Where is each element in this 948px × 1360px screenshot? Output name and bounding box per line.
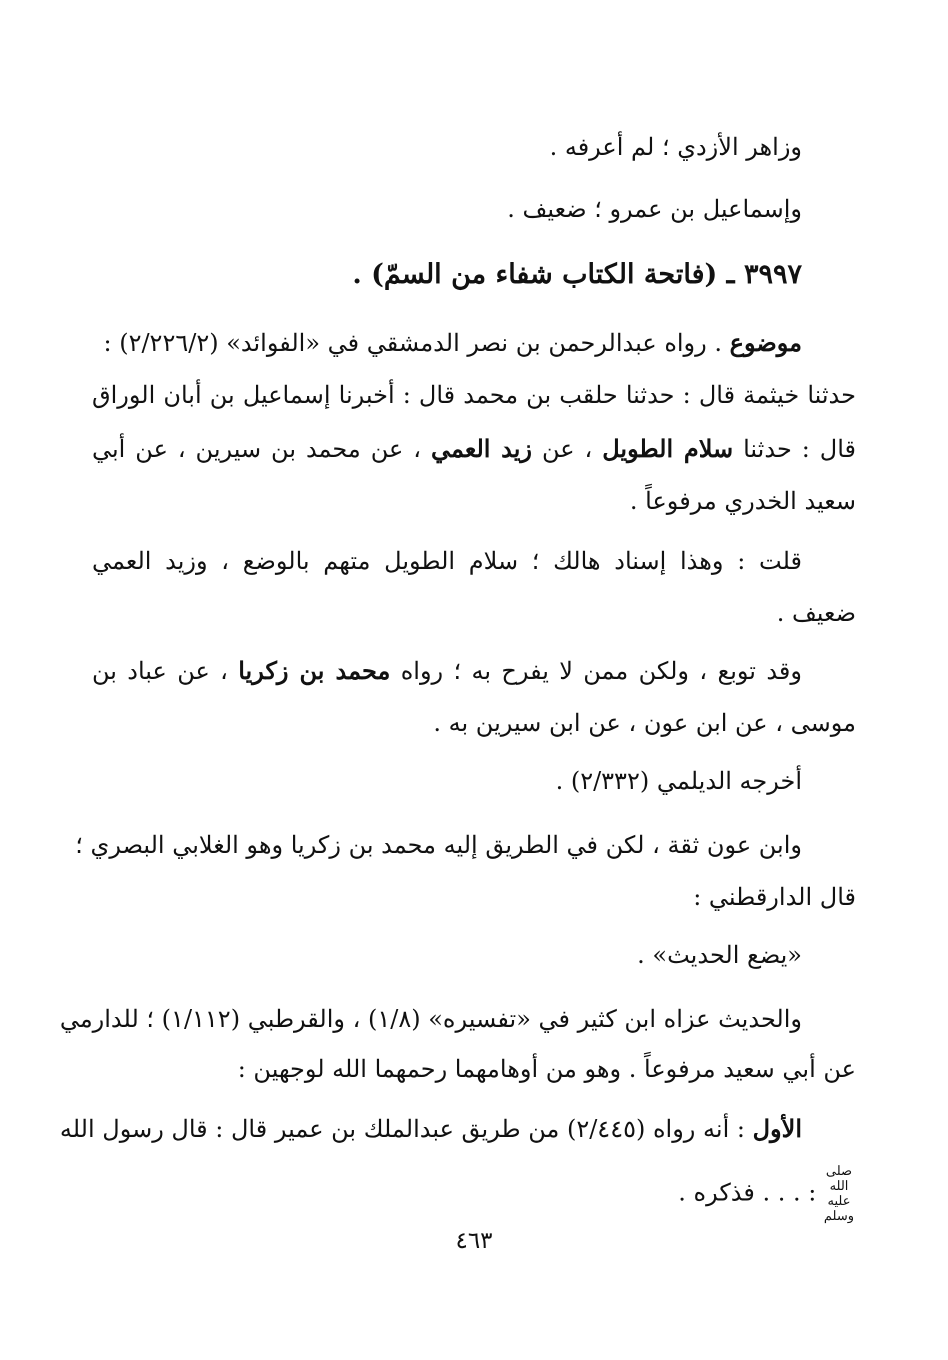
page-number: ٤٦٣ xyxy=(455,1228,493,1254)
narrator-zayd: زيد العمي xyxy=(431,434,532,463)
text-line-last xyxy=(678,1164,856,1224)
ruling-word: موضوع xyxy=(729,328,802,357)
text-line-comment-1: قلت : وهذا إسناد هالك ؛ سلام الطويل متهم بالوضع ، وزيد العمي xyxy=(92,547,802,575)
narrator-muhammad: محمد بن زكريا xyxy=(238,656,391,685)
last-line-text: : . . . فذكره . xyxy=(678,1178,817,1207)
text-line-isnad-2 xyxy=(92,432,856,466)
text-line-daylami: أخرجه الديلمي (٢/٣٣٢) . xyxy=(555,767,802,795)
follow-part: وقد توبع ، ولكن ممن لا يفرح به ؛ رواه xyxy=(400,657,802,685)
text-line-isnad-1: حدثنا خيثمة قال : حدثنا حلقب بن محمد قال : أخبرنا إسماعيل بن أبان الوراق xyxy=(92,381,856,409)
text-line-ibnkathir-1: والحديث عزاه ابن كثير في «تفسيره» (١/٨) ، والقرطبي (١/١١٢) ؛ للدارمي xyxy=(59,1005,802,1033)
follow-part: ، عن عباد بن xyxy=(92,657,228,685)
isnad-part: ، عن محمد بن سيرين ، عن أبي xyxy=(92,435,422,463)
text-line-quote: «يضع الحديث» . xyxy=(637,941,802,969)
salutation-glyph: صلى الله عليه وسلم xyxy=(823,1164,854,1224)
ruling-source: . رواه عبدالرحمن بن نصر الدمشقي في «الفوائد» (٢/٢٢٦/٢) : xyxy=(103,329,722,357)
first-reason-text: : أنه رواه (٢/٤٤٥) من طريق عبدالملك بن عمير قال : قال رسول الله xyxy=(59,1115,745,1143)
first-label: الأول xyxy=(752,1114,802,1143)
text-line-ibnkathir-2: عن أبي سعيد مرفوعاً . وهو من أوهامهما رحمهما الله لوجهين : xyxy=(237,1055,856,1083)
text-line-isnad-3: سعيد الخدري مرفوعاً . xyxy=(629,487,856,515)
text-line-ibnawn-1: وابن عون ثقة ، لكن في الطريق إليه محمد بن زكريا وهو الغلابي البصري ؛ xyxy=(75,831,802,859)
text-line-ibnawn-2: قال الدارقطني : xyxy=(693,883,856,911)
text-line-ruling xyxy=(104,326,803,360)
hadith-heading: ٣٩٩٧ ـ (فاتحة الكتاب شفاء من السمّ) . xyxy=(352,259,802,290)
isnad-part: قال : حدثنا xyxy=(743,435,856,463)
text-line-ismail: وإسماعيل بن عمرو ؛ ضعيف . xyxy=(507,195,802,223)
text-line-comment-2: ضعيف . xyxy=(776,599,856,627)
narrator-sallam: سلام الطويل xyxy=(602,434,734,463)
isnad-part: ، عن xyxy=(541,435,593,463)
text-line-zahir: وزاهر الأزدي ؛ لم أعرفه . xyxy=(549,133,802,161)
text-line-first-reason xyxy=(59,1112,802,1146)
text-line-follow-2: موسى ، عن ابن عون ، عن ابن سيرين به . xyxy=(433,709,856,737)
text-line-follow-1 xyxy=(92,654,802,688)
